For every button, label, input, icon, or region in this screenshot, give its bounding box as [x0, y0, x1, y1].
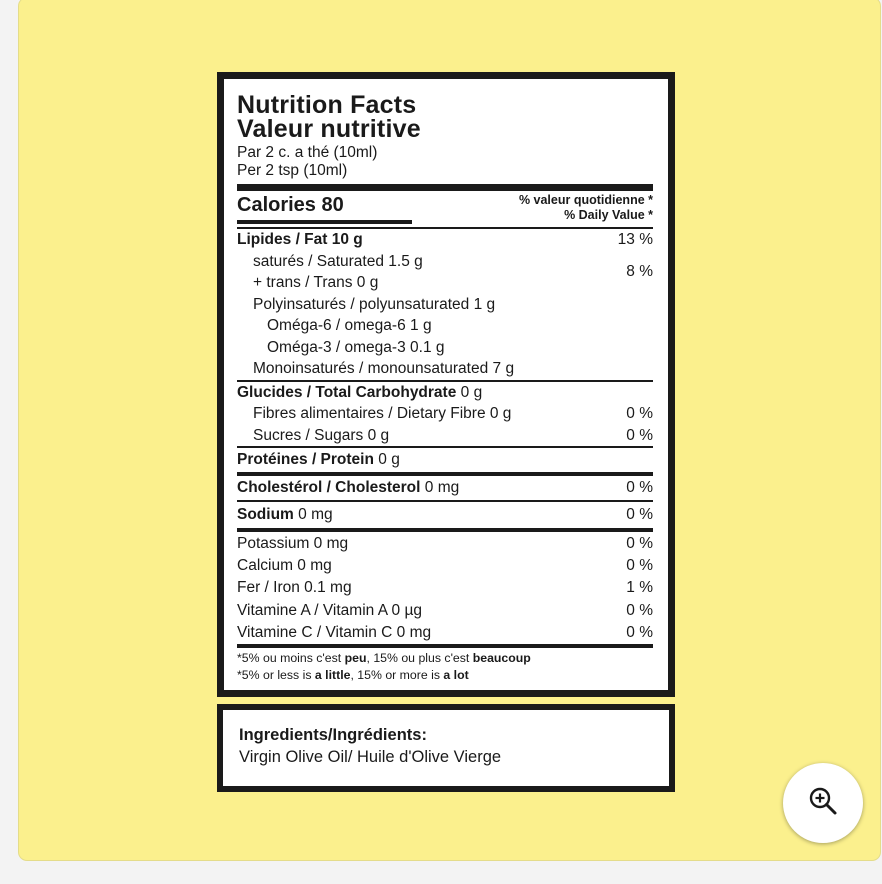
- carbohydrate-row: [237, 382, 653, 404]
- vitamin-c-row: [237, 622, 653, 644]
- iron-label: Fer / Iron 0.1 mg: [237, 579, 352, 596]
- calories-value: Calories 80: [237, 194, 344, 216]
- zoom-button[interactable]: [783, 763, 863, 843]
- potassium-pct: 0 %: [626, 535, 653, 552]
- sugars-label: Sucres / Sugars 0 g: [253, 426, 390, 444]
- potassium-row: [237, 532, 653, 555]
- nutrition-title-en: Nutrition Facts: [237, 91, 417, 119]
- nutrition-facts-content: [224, 79, 668, 690]
- iron-pct: 1 %: [626, 579, 653, 596]
- sodium-amount: 0 mg: [298, 506, 333, 523]
- omega6-row: Oméga-6 / omega-6 1 g: [267, 317, 432, 334]
- fibre-label: Fibres alimentaires / Dietary Fibre 0 g: [253, 405, 512, 422]
- calcium-row: [237, 555, 653, 577]
- sodium-label: Sodium: [237, 506, 294, 523]
- sugars-row: [237, 425, 653, 447]
- serving-size: [237, 144, 653, 180]
- footnote: [237, 650, 653, 684]
- thick-divider: [237, 184, 653, 191]
- fat-row: [237, 229, 653, 251]
- ingredients-title: Ingredients/Ingrédients:: [239, 726, 427, 744]
- footnote-fr: *5% ou moins c'est peu, 15% ou plus c'est beaucoup: [237, 651, 531, 665]
- cholesterol-pct: 0 %: [626, 479, 653, 496]
- monounsaturated-row: Monoinsaturés / monounsaturated 7 g: [253, 360, 515, 377]
- fat-label: Lipides / Fat: [237, 231, 328, 248]
- fibre-pct: 0 %: [626, 405, 653, 422]
- trans-row: + trans / Trans 0 g: [253, 274, 379, 291]
- protein-row: [237, 448, 653, 472]
- daily-value-header: [519, 193, 653, 223]
- vitamin-c-label: Vitamine C / Vitamin C 0 mg: [237, 624, 432, 641]
- calories-row: [237, 193, 653, 227]
- daily-value-header-fr: % valeur quotidienne *: [518, 193, 653, 207]
- protein-amount: 0 g: [378, 451, 400, 468]
- nutrition-title-fr: Valeur nutritive: [237, 115, 421, 143]
- saturated-trans-pct: 8 %: [626, 263, 653, 280]
- serving-size-fr: Par 2 c. a thé (10ml): [237, 144, 378, 161]
- thick-divider: [237, 644, 653, 648]
- ingredients-box: [217, 704, 675, 792]
- omega3-row: Oméga-3 / omega-3 0.1 g: [267, 338, 445, 356]
- ingredients-text: Virgin Olive Oil/ Huile d'Olive Vierge: [239, 748, 502, 766]
- cholesterol-row: [237, 476, 653, 500]
- footnote-en: *5% or less is a little, 15% or more is a lot: [237, 668, 469, 682]
- calories-underline: [237, 220, 412, 224]
- vitamin-c-pct: 0 %: [626, 624, 653, 641]
- calcium-pct: 0 %: [626, 557, 653, 574]
- nutrition-facts-label: [217, 72, 675, 697]
- calcium-label: Calcium 0 mg: [237, 557, 332, 574]
- vitamin-a-row: [237, 599, 653, 622]
- ingredients-content: [223, 710, 669, 786]
- zoom-in-icon: [807, 785, 839, 822]
- protein-label: Protéines / Protein: [237, 451, 374, 468]
- iron-row: [237, 577, 653, 599]
- cholesterol-amount: 0 mg: [424, 479, 460, 496]
- sodium-pct: 0 %: [626, 506, 653, 523]
- vitamin-a-label: Vitamine A / Vitamin A 0 µg: [237, 602, 423, 619]
- daily-value-header-en: % Daily Value *: [564, 208, 653, 222]
- carb-label: Glucides / Total Carbohydrate: [237, 383, 457, 401]
- sodium-row: [237, 502, 653, 528]
- fat-amount: 10 g: [331, 231, 363, 248]
- fibre-row: [237, 403, 653, 425]
- vitamin-a-pct: 0 %: [626, 602, 653, 619]
- cholesterol-label: Cholestérol / Cholesterol: [237, 479, 421, 496]
- polyunsaturated-row: Polyinsaturés / polyunsaturated 1 g: [253, 295, 496, 313]
- saturated-row: saturés / Saturated 1.5 g: [253, 252, 423, 270]
- carb-amount: 0 g: [460, 383, 483, 401]
- potassium-label: Potassium 0 mg: [237, 535, 349, 552]
- fat-pct: 13 %: [617, 231, 653, 248]
- serving-size-en: Per 2 tsp (10ml): [237, 162, 348, 179]
- saturated-trans-block: [237, 251, 653, 294]
- sugars-pct: 0 %: [626, 426, 653, 444]
